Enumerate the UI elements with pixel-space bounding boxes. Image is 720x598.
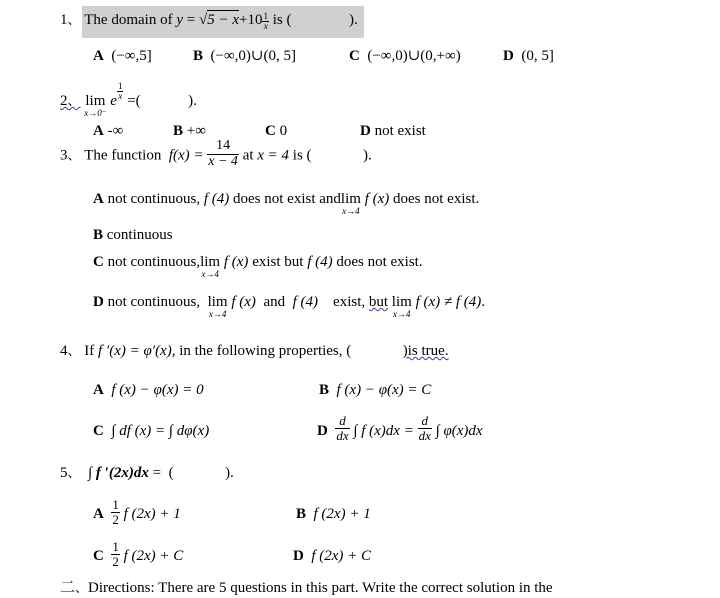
q1-option-b[interactable]: B (−∞,0)∪(0, 5]	[193, 48, 296, 64]
q3-option-d[interactable]: D not continuous, lim x→4 f (x) and f (4) exist, but lim x→4 f (x) ≠ f (4).	[93, 294, 486, 319]
q5-option-b[interactable]: B f (2x) + 1	[296, 506, 371, 522]
q5-stem: 5、 ∫ f ′(2x)dx = ( ).	[60, 465, 234, 481]
q4-option-b[interactable]: B f (x) − φ(x) = C	[319, 382, 432, 398]
q3-option-a[interactable]: A not continuous, f (4) does not exist andlim x→4 f (x) does not exist.	[93, 191, 480, 216]
q4-stem: 4、 If f ′(x) = φ′(x), in the following properties, ( )is true.	[60, 343, 449, 359]
q1-highlight: The domain of y = √5 − x+10 $\frac{1}{x}$ is ( ).	[82, 6, 363, 38]
q2-option-c[interactable]: C 0	[265, 123, 288, 139]
q4-option-a[interactable]: A f (x) − φ(x) = 0	[93, 382, 204, 398]
q2-option-a[interactable]: A -∞	[93, 123, 124, 139]
q5-option-d[interactable]: D f (2x) + C	[293, 548, 372, 564]
q1-stem: 1、 The domain of y = √5 − x+10 $\frac{1}{x}$ is ( ).	[60, 6, 364, 34]
section-2-directions: 二、Directions: There are 5 questions in this part. Write the correct solution in the	[60, 580, 553, 596]
q2-stem: 2、 lim x→0⁻ e $\frac{1}{x}$ =( ).	[60, 81, 197, 118]
q3-option-c[interactable]: C not continuous,lim x→4 f (x) exist but f (4) does not exist.	[93, 254, 423, 279]
q5-option-c[interactable]: C $\frac{1}{2}$ f (2x) + C	[93, 539, 184, 569]
q1-option-a[interactable]: A (−∞,5]	[93, 48, 152, 64]
q1-option-d[interactable]: D (0, 5]	[503, 48, 554, 64]
q4-option-c[interactable]: C ∫ df (x) = ∫ dφ(x)	[93, 423, 210, 439]
q1-option-c[interactable]: C (−∞,0)∪(0,+∞)	[349, 48, 461, 64]
q2-option-d[interactable]: D not exist	[360, 123, 426, 139]
q2-option-b[interactable]: B +∞	[173, 123, 206, 139]
q3-option-b[interactable]: B continuous	[93, 227, 173, 243]
q5-option-a[interactable]: A $\frac{1}{2}$ f (2x) + 1	[93, 497, 181, 527]
q4-option-d[interactable]: D $\frac{d}{dx}$ ∫ f (x)dx = $\frac{d}{dx}$ ∫ φ(x)dx	[317, 413, 483, 443]
q3-stem: 3、 The function f(x) = $\frac{14}{x - 4}$ at x = 4 is ( ).	[60, 138, 372, 169]
